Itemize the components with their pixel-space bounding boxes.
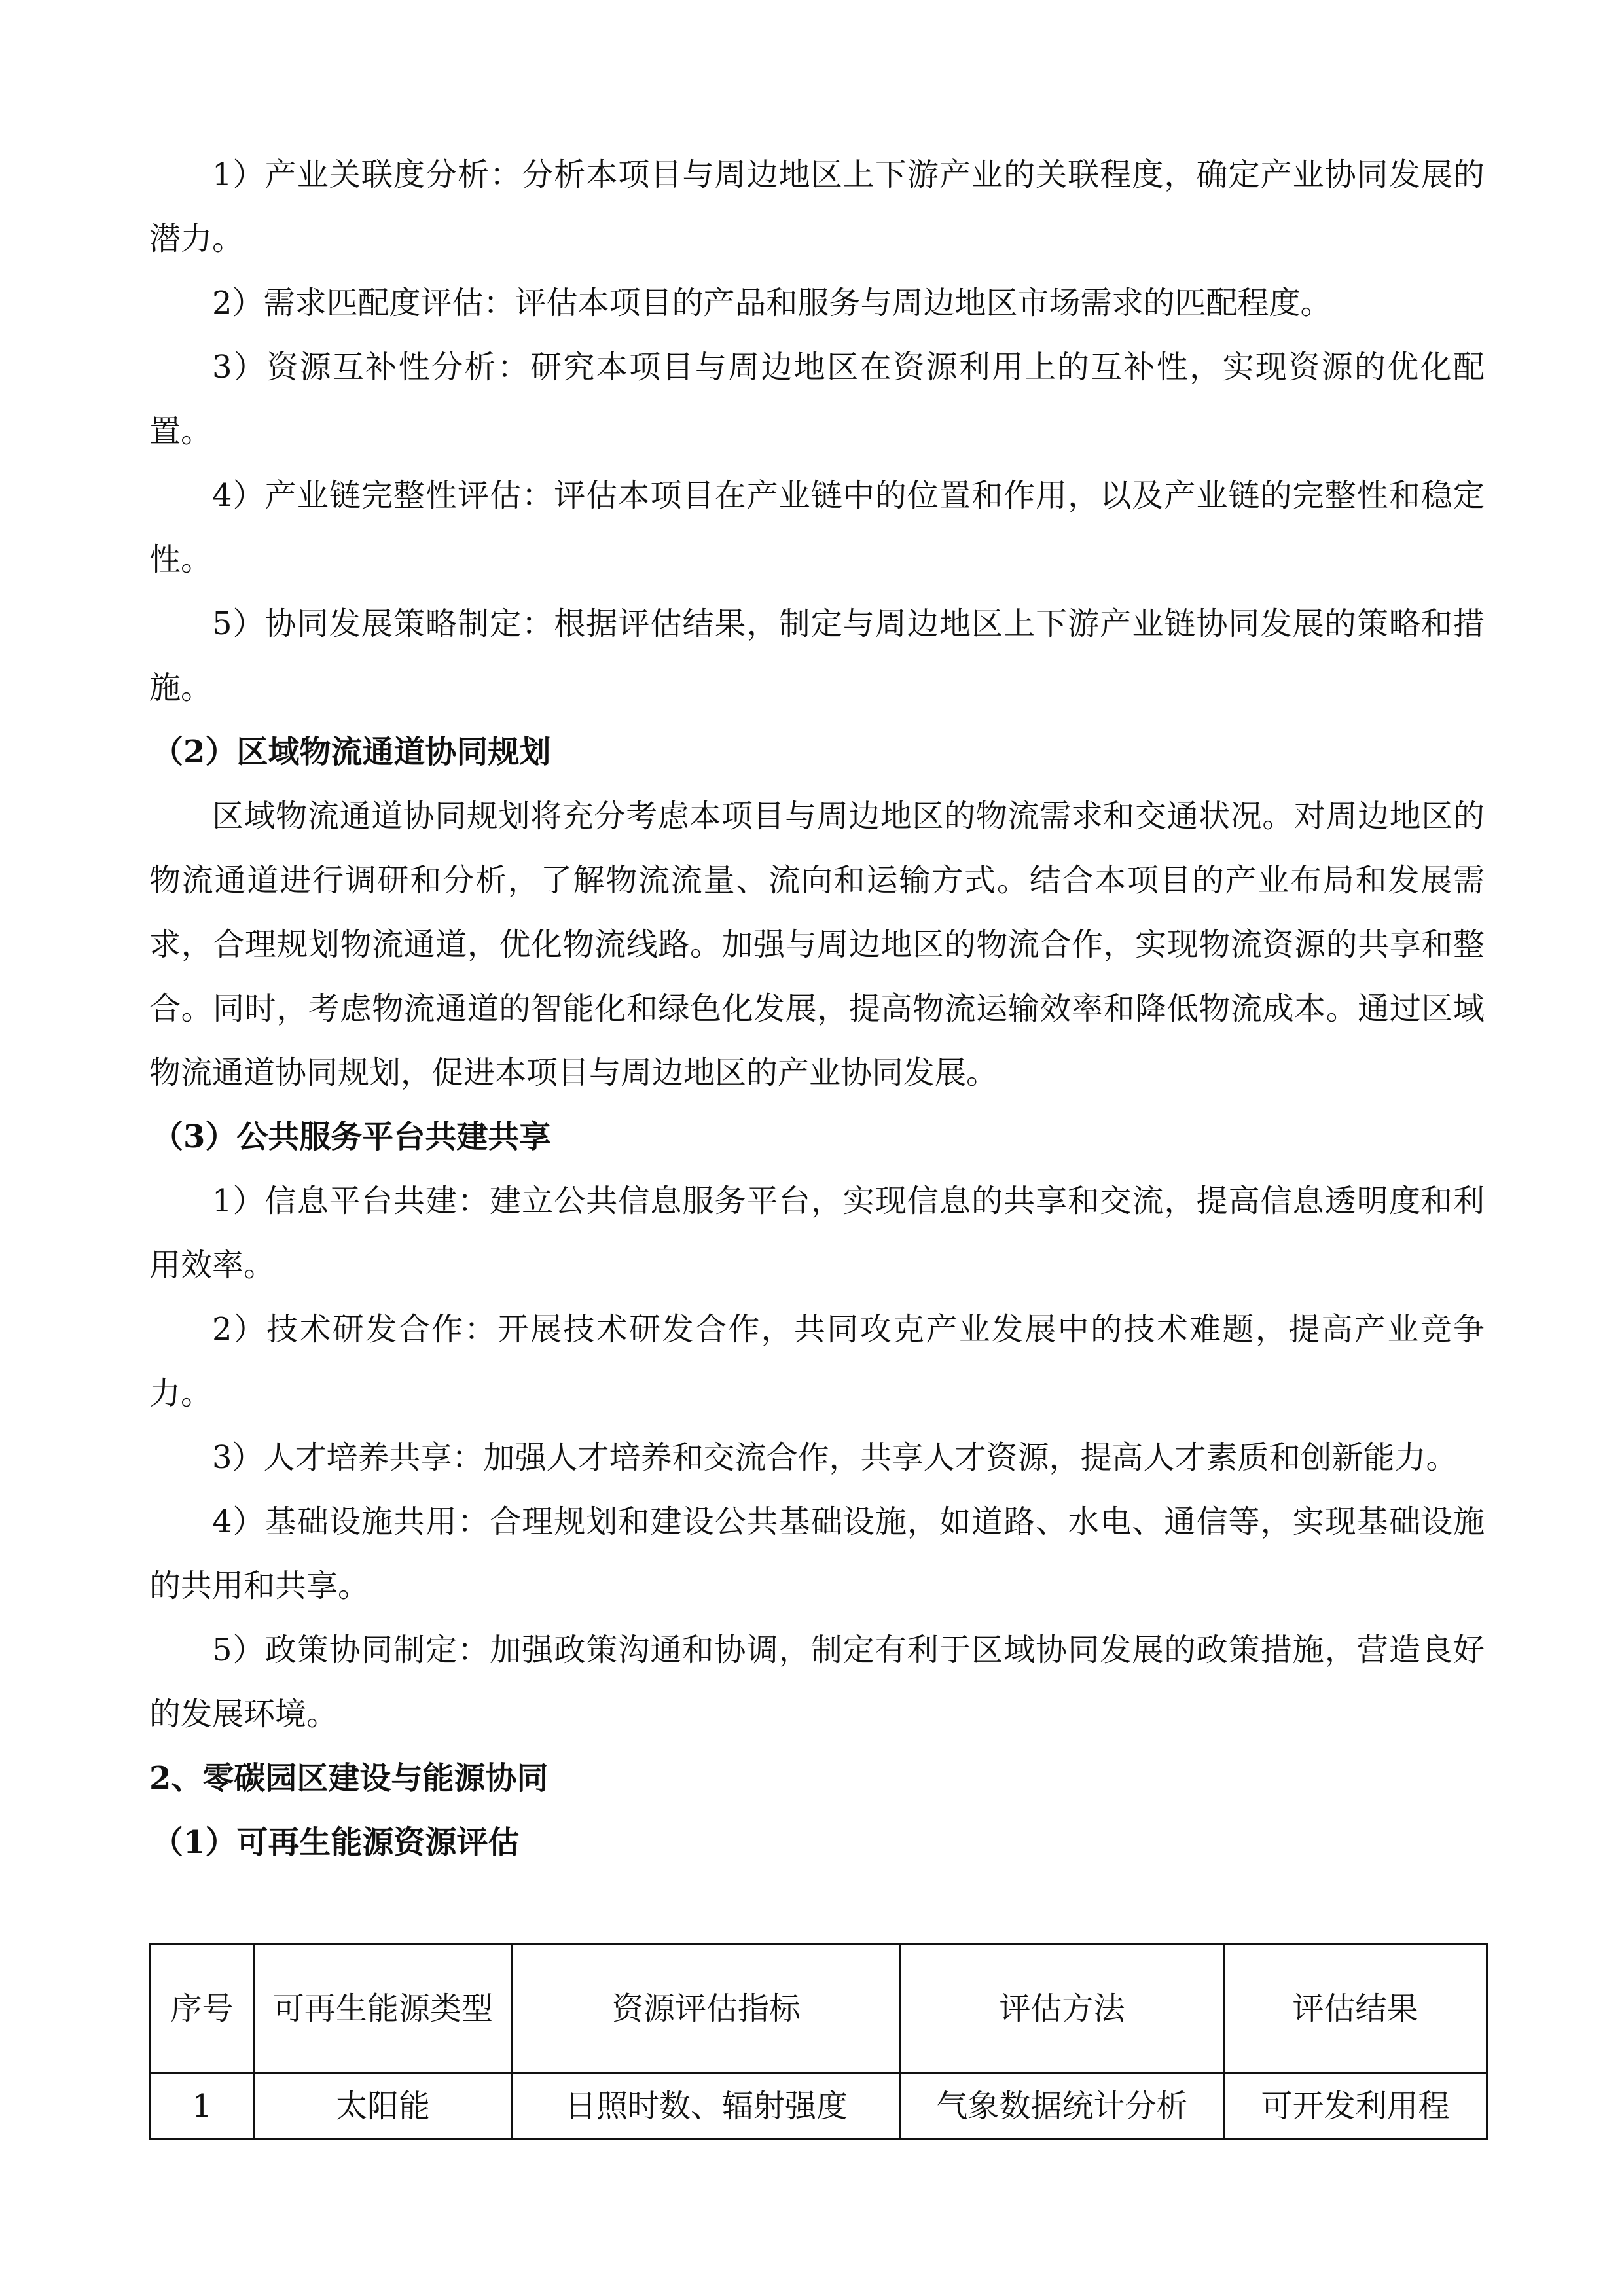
- paragraph-logistics: 区域物流通道协同规划将充分考虑本项目与周边地区的物流需求和交通状况。对周边地区的物流通道进行调研和分析，了解物流流量、流向和运输方式。结合本项目的产业布局和发展需求，合理规划物流通道，优化物流线路。加强与周边地区的物流合作，实现物流资源的共享和整合。同时，考虑物流通道的智能化和绿色化发展，提高物流运输效率和降低物流成本。通过区域物流通道协同规划，促进本项目与周边地区的产业协同发展。: [149, 798, 1485, 1091]
- paragraph-info-platform: 1）信息平台共建：建立公共信息服务平台，实现信息的共享和交流，提高信息透明度和利用效率。: [149, 1183, 1485, 1283]
- header-cell: 可再生能源类型: [254, 1944, 513, 2073]
- table-cell: 1: [151, 2073, 254, 2139]
- paragraph-infrastructure: 4）基础设施共用：合理规划和建设公共基础设施，如道路、水电、通信等，实现基础设施的共用和共享。: [149, 1503, 1485, 1604]
- table-row: [151, 2073, 1487, 2139]
- paragraph-tech-rd: 2）技术研发合作：开展技术研发合作，共同攻克产业发展中的技术难题，提高产业竞争力。: [149, 1311, 1485, 1412]
- paragraph-industry-correlation: 1）产业关联度分析：分析本项目与周边地区上下游产业的关联程度，确定产业协同发展的潜力。: [149, 156, 1485, 257]
- renewable-assessment-table: [149, 1943, 1488, 2140]
- paragraph-demand-matching: 2）需求匹配度评估：评估本项目的产品和服务与周边地区市场需求的匹配程度。: [212, 285, 1332, 321]
- table-cell: 可开发利用程: [1224, 2073, 1487, 2139]
- header-cell: 资源评估指标: [513, 1944, 901, 2073]
- header-cell: 评估方法: [901, 1944, 1224, 2073]
- heading-public-service-platform: （3）公共服务平台共建共享: [152, 1119, 551, 1155]
- table-cell: 气象数据统计分析: [901, 2073, 1224, 2139]
- document-body: [149, 143, 1485, 1874]
- table-cell: 太阳能: [254, 2073, 513, 2139]
- header-cell: 序号: [151, 1944, 254, 2073]
- header-cell: 评估结果: [1224, 1944, 1487, 2073]
- heading-zero-carbon-park: 2、零碳园区建设与能源协同: [149, 1760, 549, 1797]
- heading-logistics-planning: （2）区域物流通道协同规划: [152, 734, 551, 770]
- heading-renewable-assessment: （1）可再生能源资源评估: [152, 1824, 520, 1861]
- paragraph-talent: 3）人才培养共享：加强人才培养和交流合作，共享人才资源，提高人才素质和创新能力。: [212, 1439, 1458, 1476]
- paragraph-strategy: 5）协同发展策略制定：根据评估结果，制定与周边地区上下游产业链协同发展的策略和措施。: [149, 605, 1485, 706]
- paragraph-chain-integrity: 4）产业链完整性评估：评估本项目在产业链中的位置和作用，以及产业链的完整性和稳定性。: [149, 477, 1485, 578]
- paragraph-policy: 5）政策协同制定：加强政策沟通和协调，制定有利于区域协同发展的政策措施，营造良好的发展环境。: [149, 1632, 1485, 1732]
- table-header-row: [151, 1944, 1487, 2073]
- table-cell: 日照时数、辐射强度: [513, 2073, 901, 2139]
- paragraph-resource-complementarity: 3）资源互补性分析：研究本项目与周边地区在资源利用上的互补性，实现资源的优化配置。: [149, 349, 1485, 450]
